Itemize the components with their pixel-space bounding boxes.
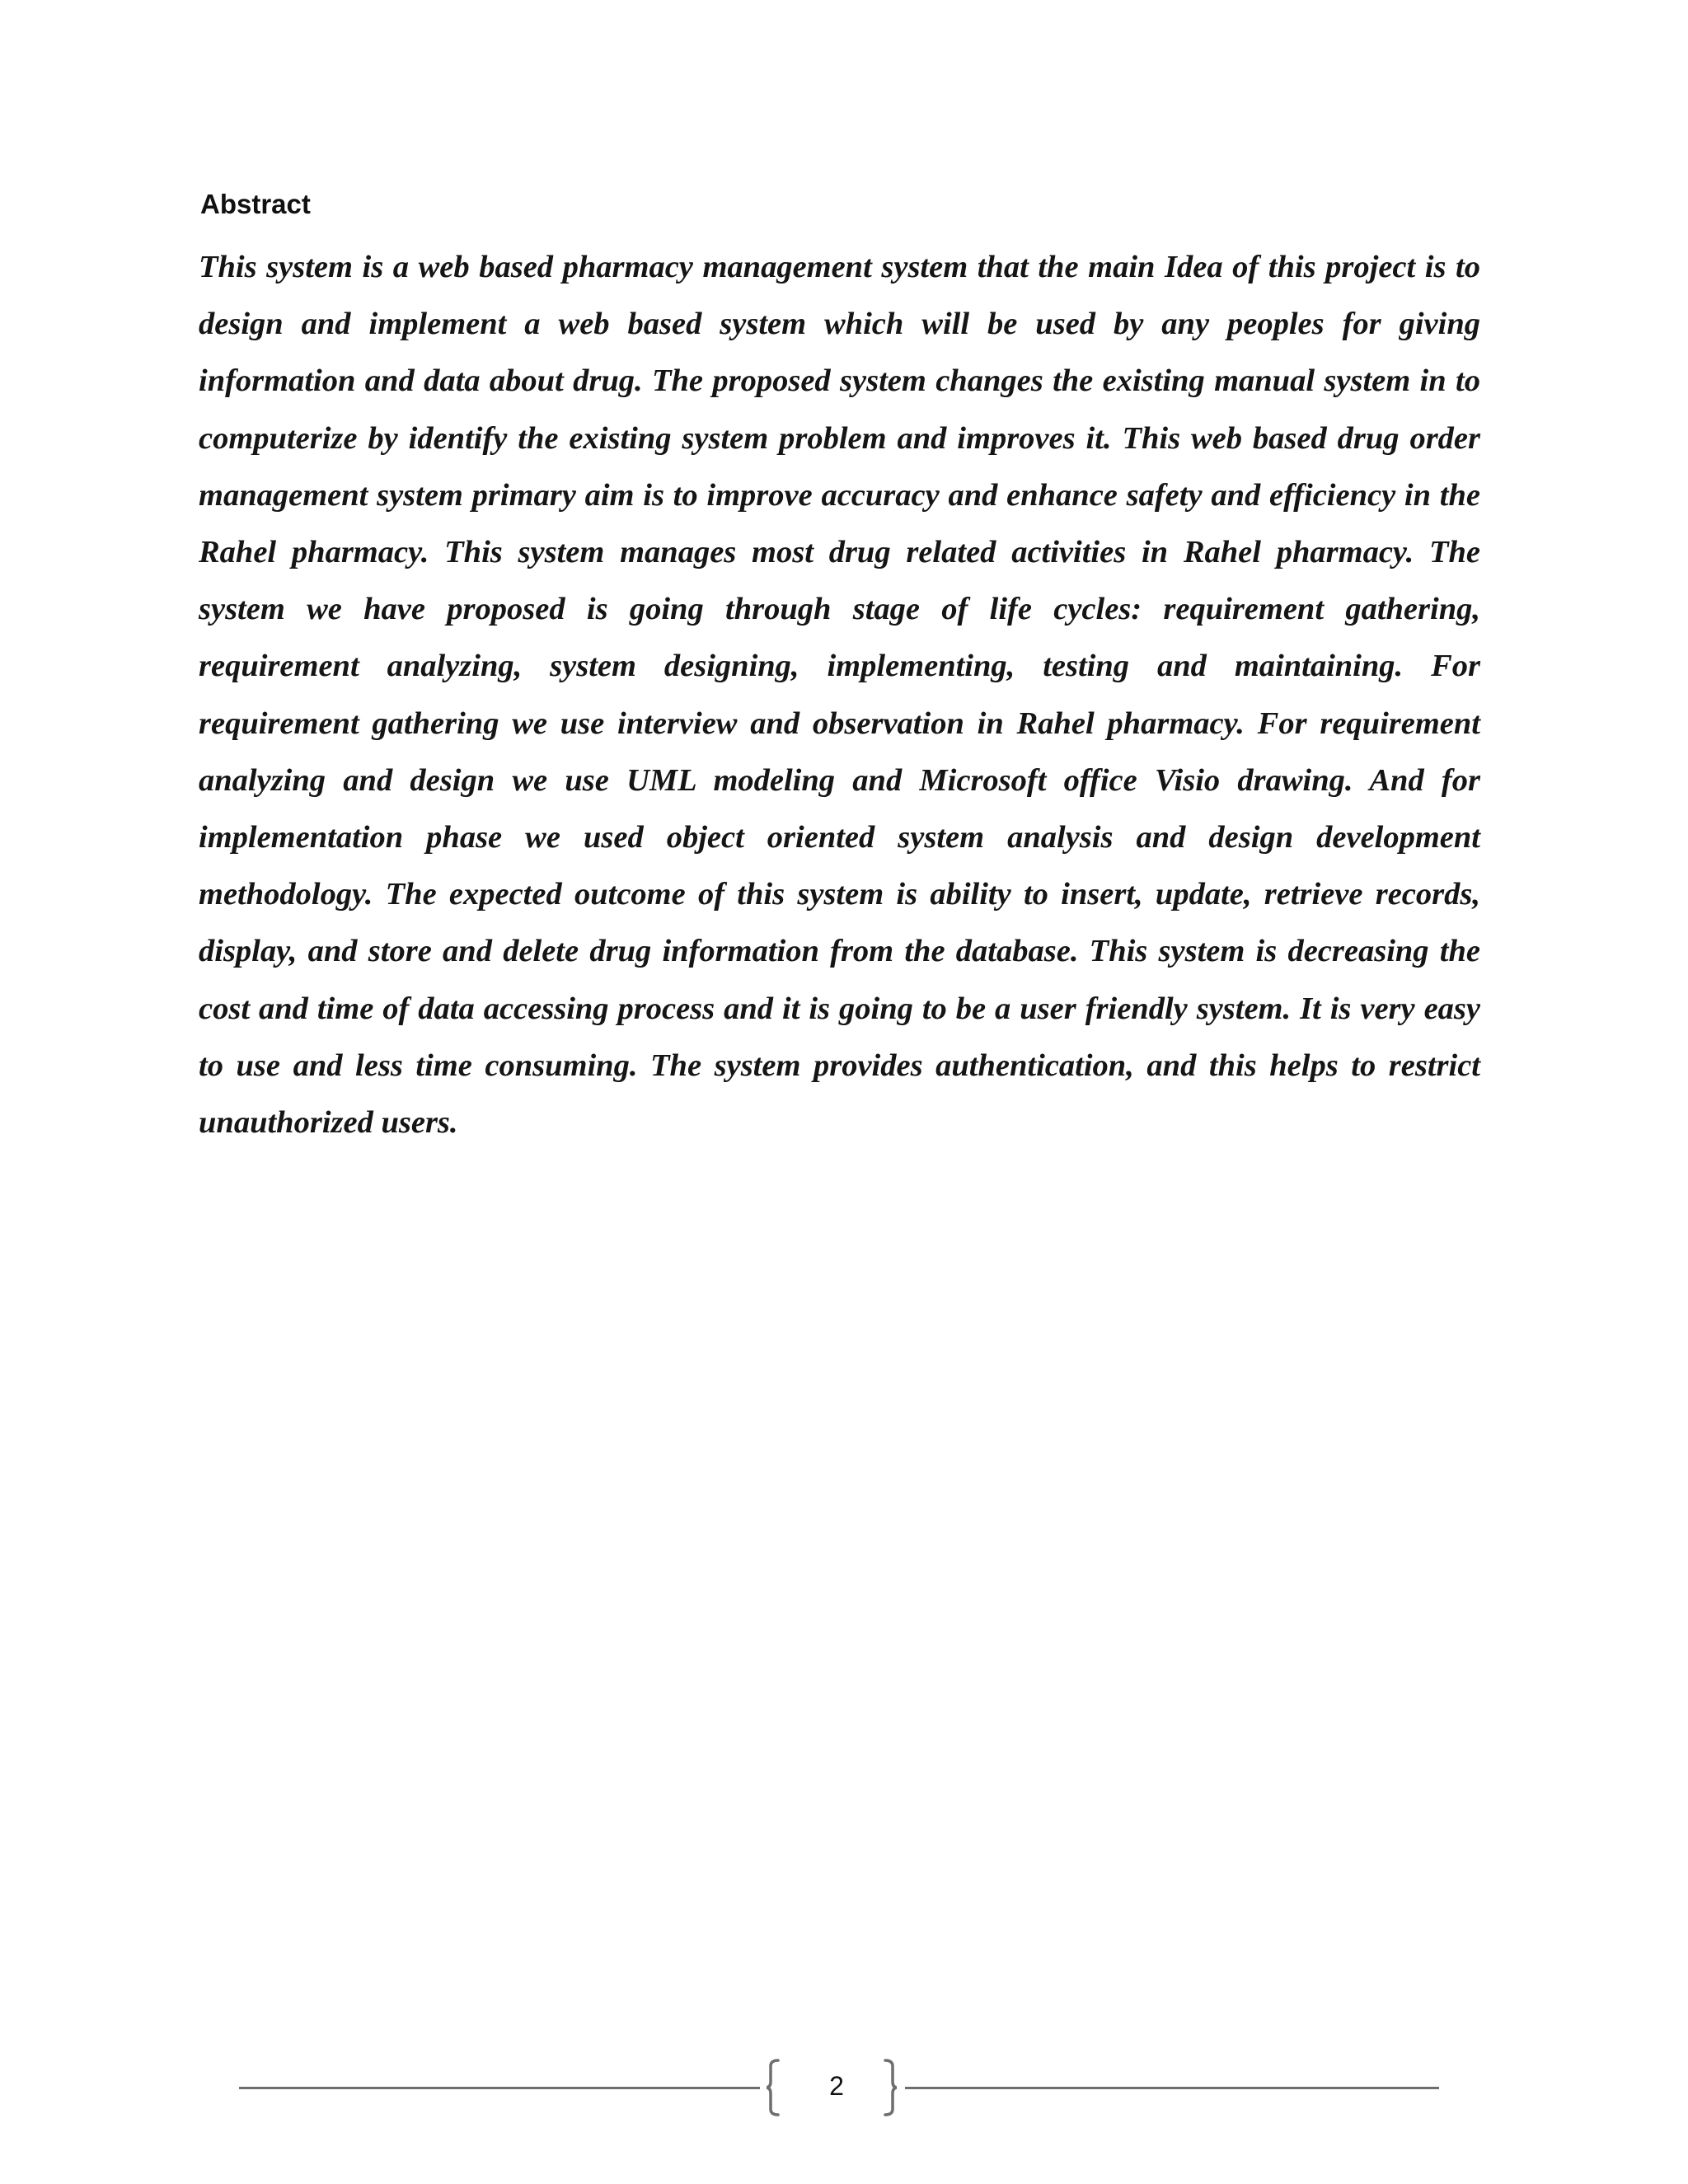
abstract-heading: Abstract [200,189,311,219]
footer-rule-right [905,2087,1439,2089]
left-brace-icon [767,2059,783,2116]
page-footer [0,2059,1688,2116]
footer-rule-left [239,2087,760,2089]
right-brace-icon [880,2059,897,2116]
abstract-paragraph: This system is a web based pharmacy management system that the main Idea of this project is to design and implement a web based system which will be used by any peoples for giving information and data about drug. The proposed system changes the existing manual system in to computerize by identify the existing system problem and improves it. This web based drug order management system primary aim is to improve accuracy and enhance safety and efficiency in the Rahel pharmacy. This system manages most drug related activities in Rahel pharmacy. The system we have proposed is going through stage of life cycles: requirement gathering, requirement analyzing, system designing, implementing, testing and maintaining. For requirement gathering we use interview and observation in Rahel pharmacy. For requirement analyzing and design we use UML modeling and Microsoft office Visio drawing. And for implementation phase we used object oriented system analysis and design development methodology. The expected outcome of this system is ability to insert, update, retrieve records, display, and store and delete drug information from the database. This system is decreasing the cost and time of data accessing process and it is going to be a user friendly system. It is very easy to use and less time consuming. The system provides authentication, and this helps to restrict unauthorized users. [199,250,1480,1141]
page-number: 2 [829,2071,844,2101]
